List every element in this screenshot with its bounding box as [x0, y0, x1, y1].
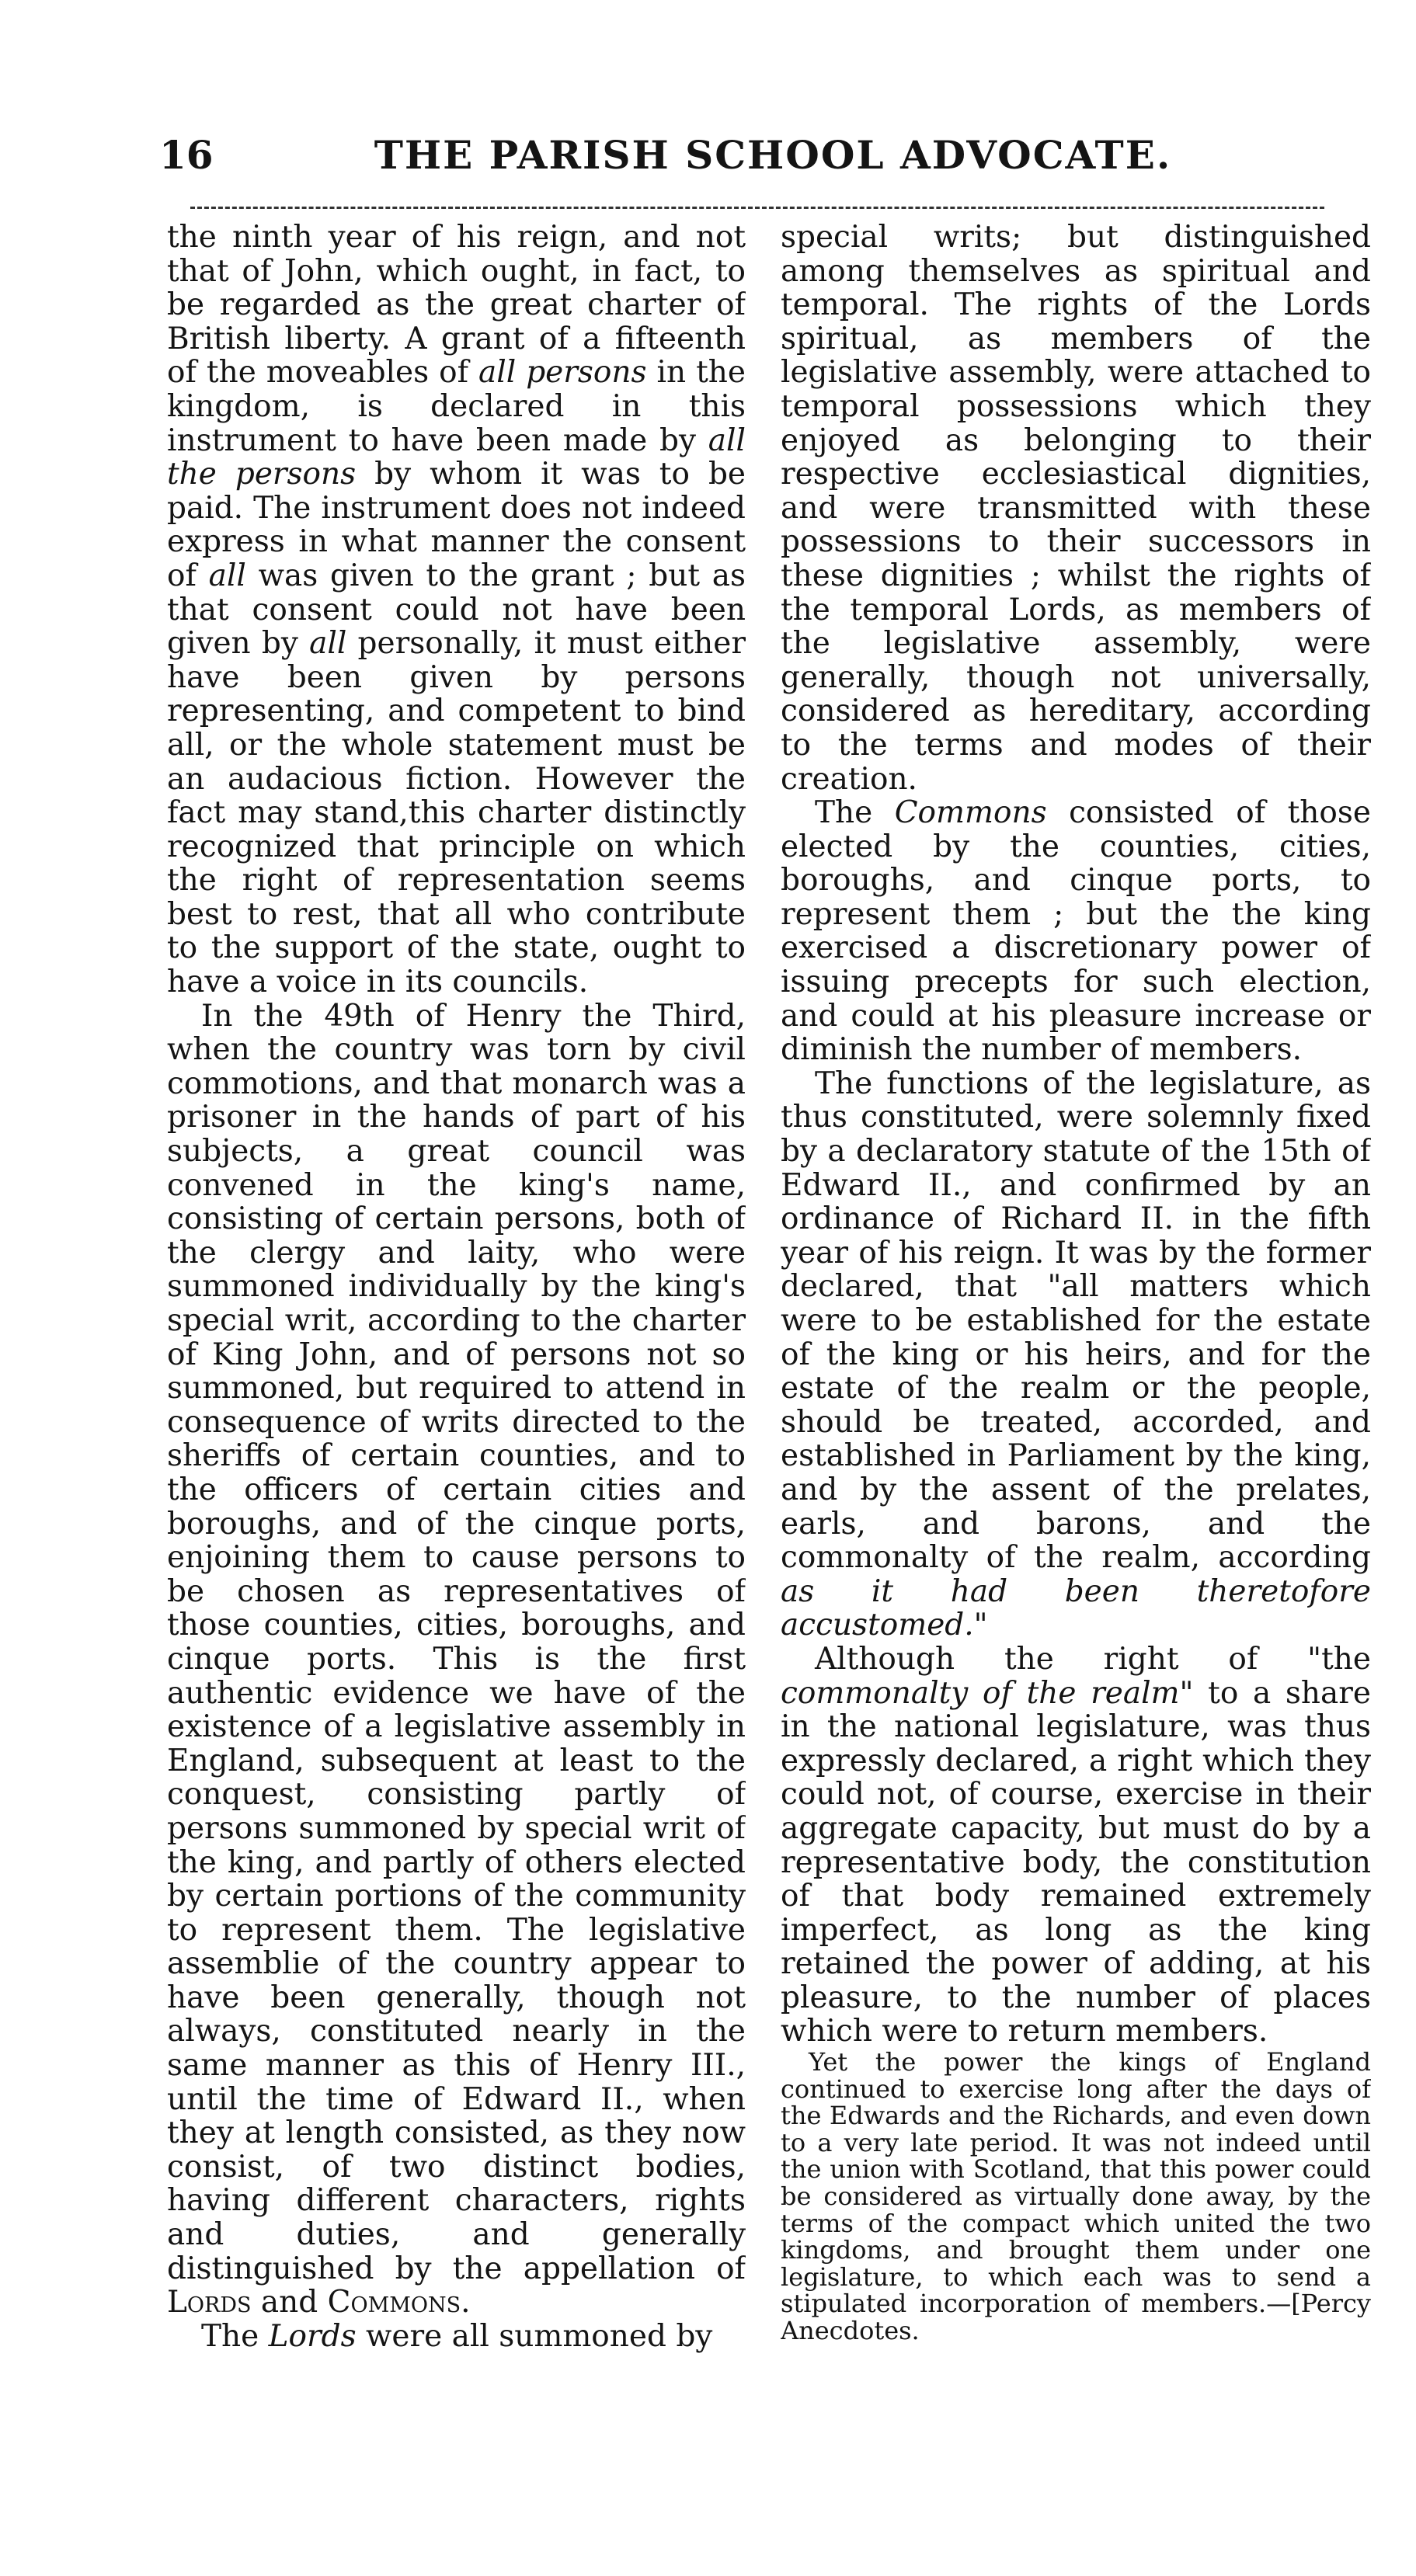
text-run: by whom it was to be paid. The instrument does not indeed express in what manner the consent of: [167, 457, 746, 593]
paragraph: [167, 221, 746, 999]
italic-text: as it had been theretofore accustomed.: [781, 1573, 1371, 1643]
paragraph: [781, 1643, 1371, 2049]
text-run: The functions of the legislature, as thus constituted, were solemnly fixed by a declaratory statute of the 15th of Edward II., and confirmed by an ordinance of Richard II. in the fifth year of his reign. It was by the former declared, that "all matters which were to be established for the estate of the king or his heirs, and for the estate of the realm or the people, should be treated, accorded, and established in Parliament by the king, and by the assent of the prelates, earls, and barons, and the commonalty of the realm, according: [781, 1066, 1371, 1576]
running-title: THE PARISH SCHOOL ADVOCATE.: [374, 132, 1172, 178]
small-caps-text: Commons.: [327, 2285, 471, 2320]
text-run: ": [973, 1608, 988, 1643]
left-column: [167, 221, 746, 2519]
text-run: In the 49th of Henry the Third, when the country was torn by civil commotions, and that monarch was a prisoner in the hands of part of his subjects, a great council was convened in the king's name, consisting of certain persons, both of the clergy and laity, who were summoned individually by the king's special writ, according to the charter of King John, and of persons not so summoned, but required to attend in consequence of writs directed to the sheriffs of certain counties, and to the officers of certain cities and boroughs, and of the cinque ports, enjoining them to cause persons to be chosen as representatives of those counties, cities, boroughs, and cinque ports. This is the first authentic evidence we have of the existence of a legislative assembly in England, subsequent at least to the conquest, consisting partly of persons summoned by special writ of the king, and partly of others elected by certain portions of the community to represent them. The legislative assemblie of the country appear to have been generally, though not always, constituted nearly in the same manner as this of Henry III., until the time of Edward II., when they at length consisted, as they now consist, of two distinct bodies, having different characters, rights and duties, and generally distinguished by the appellation of: [167, 998, 746, 2286]
text-run: " to a share in the national legislature, was thus expressly declared, a right which they could not, of course, exercise in their aggregate capacity, but must do by a representative body, the constitution of that body remained extremely imperfect, as long as the king retained the power of adding, at his pleasure, to the number of places which were to return members.: [781, 1675, 1371, 2049]
text-run: was given to the grant ; but as that consent could not have been given by: [167, 558, 746, 662]
right-column: [781, 221, 1371, 2519]
text-run: personally, it must either have been given by persons representing, and competent to bind all, or the whole statement must be an audacious fiction. However the fact may stand,this charter distinctly recognized that principle on which the right of representation seems best to rest, that all who contribute to the support of the state, ought to have a voice in its councils.: [167, 626, 746, 1000]
text-run: and: [251, 2285, 328, 2320]
small-print-paragraph: Yet the power the kings of England continued to exercise long after the days of the Edwards and the Richards, and even down to a very late period. It was not indeed until the union with Scotland, that this power could be considered as virtually done away, by the terms of the compact which united the two kingdoms, and brought them under one legislature, to which each was to send a stipulated incorporation of members.—[Percy Anecdotes.: [781, 2047, 1371, 2345]
text-run: in the kingdom, is declared in this instrument to have been made by: [167, 355, 746, 458]
text-run: Although the right of "the: [815, 1641, 1371, 1677]
italic-text: all the persons: [167, 422, 746, 492]
paragraph: [781, 796, 1371, 1067]
text-run: the ninth year of his reign, and not that of John, which ought, in fact, to be regarded as the great charter of British liberty. A grant of a fifteenth of the moveables of: [167, 221, 746, 391]
paragraph: [167, 999, 746, 2320]
page-number: 16: [159, 132, 214, 178]
paragraph: [781, 1067, 1371, 1643]
text-run: The: [201, 2318, 269, 2354]
text-run: consisted of those elected by the counties, cities, boroughs, and cinque ports, to represent them ; but the the king exercised a discretionary power of issuing precepts for such election, and could at his pleasure increase or diminish the number of members.: [781, 795, 1371, 1068]
small-caps-text: Lords: [167, 2285, 252, 2320]
italic-text: Lords: [268, 2318, 357, 2354]
page-header: [159, 124, 1386, 191]
paragraph: [167, 2320, 746, 2354]
italic-text: all: [309, 626, 347, 662]
italic-text: all persons: [478, 355, 647, 391]
italic-text: commonalty of the realm: [781, 1675, 1180, 1711]
italic-text: Commons: [894, 795, 1047, 831]
header-divider: [190, 207, 1324, 209]
italic-text: all: [208, 558, 246, 593]
text-run: The: [815, 795, 895, 831]
text-run: were all summoned by: [356, 2318, 713, 2354]
paragraph: special writs; but distinguished among themselves as spiritual and temporal. The rights of the Lords spiritual, as members of the legislative assembly, were attached to temporal possessions which they enjoyed as belonging to their respective ecclesiastical dignities, and were transmitted with these possessions to their successors in these dignities ; whilst the rights of the temporal Lords, as members of the legislative assembly, were generally, though not universally, considered as hereditary, according to the terms and modes of their creation.: [781, 221, 1371, 797]
